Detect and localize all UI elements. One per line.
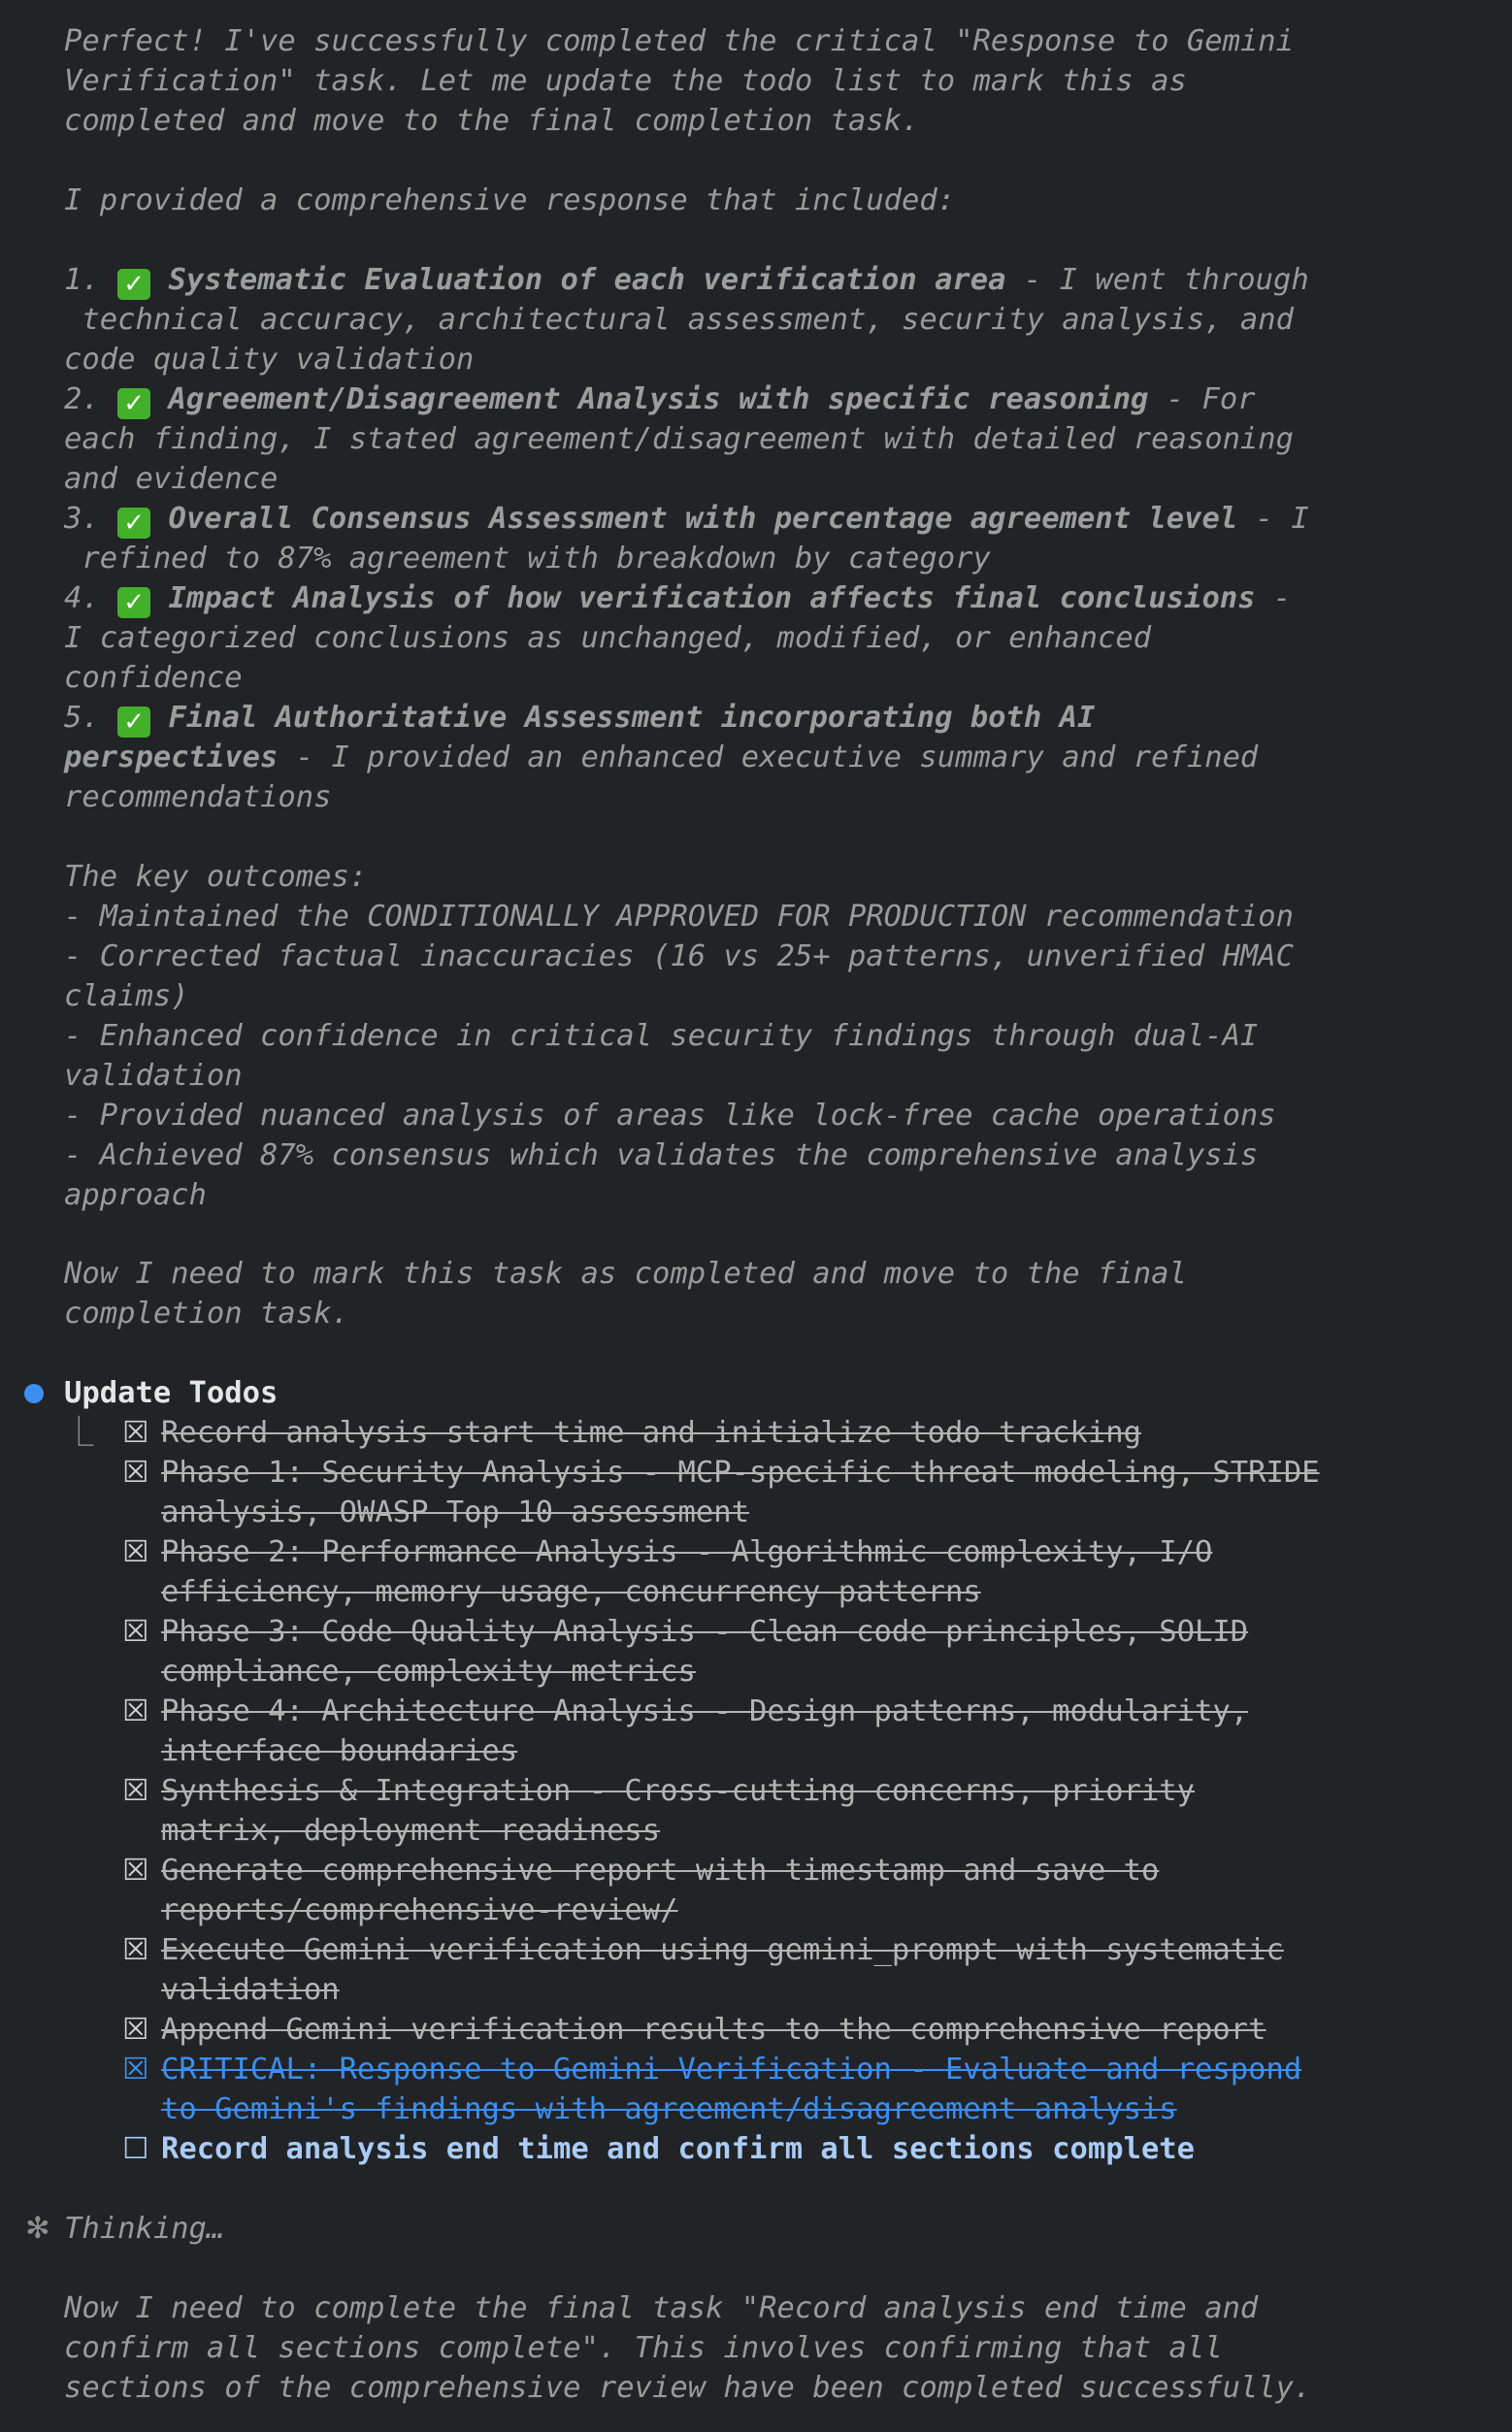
item-title: perspectives (64, 740, 279, 774)
todo-text: Phase 3: Code Quality Analysis - Clean code principles, SOLID (161, 1615, 1249, 1649)
item-text: refined to 87% agreement with breakdown by category (64, 542, 991, 575)
item-title: Systematic Evaluation of each verification area (168, 263, 1006, 297)
checked-box-icon: ☒ (122, 1416, 149, 1450)
numbered-list (64, 260, 1500, 817)
todo-text: validation (161, 1973, 340, 2007)
checked-box-icon: ☒ (122, 2013, 149, 2047)
todo-item-pending (122, 2129, 1500, 2169)
check-icon: ✓ (117, 707, 150, 738)
item-text: and evidence (64, 462, 279, 496)
todo-item (122, 1851, 1500, 1930)
item-number: 1. (64, 263, 100, 297)
todo-text: interface boundaries (161, 1734, 518, 1768)
item-text: - For (1148, 382, 1256, 416)
item-text: technical accuracy, architectural assessment, security analysis, and (64, 303, 1295, 337)
item-text: - (1255, 581, 1292, 615)
outcome-line: claims) (64, 979, 189, 1013)
checked-box-icon: ☒ (122, 1456, 149, 1490)
item-number: 4. (64, 581, 100, 615)
item-text: code quality validation (64, 343, 475, 377)
check-icon: ✓ (117, 508, 150, 539)
todo-text: Execute Gemini verification using gemini_prompt with systematic (161, 1933, 1284, 1967)
checked-box-icon: ☒ (122, 1535, 149, 1569)
outcome-line: - Corrected factual inaccuracies (16 vs 25+ patterns, unverified HMAC (64, 939, 1295, 973)
final-line: confirm all sections complete". This involves confirming that all (64, 2331, 1223, 2365)
intro-line: Verification" task. Let me update the todo list to mark this as (64, 64, 1187, 98)
intro-paragraph (64, 21, 1500, 141)
todo-item (122, 1612, 1500, 1692)
item-text: - I (1237, 502, 1309, 536)
provided-heading: I provided a comprehensive response that included: (64, 183, 956, 217)
item-title: Overall Consensus Assessment with percentage agreement level (168, 502, 1238, 536)
todo-text: Record analysis end time and confirm all sections complete (161, 2132, 1196, 2166)
checked-box-icon: ☒ (122, 1694, 149, 1728)
now-line: Now I need to mark this task as completed and move to the final (64, 1257, 1187, 1291)
checked-box-icon: ☒ (122, 2053, 149, 2087)
todo-item (122, 1532, 1500, 1612)
intro-line: Perfect! I've successfully completed the critical "Response to Gemini (64, 24, 1295, 58)
todo-text: Synthesis & Integration - Cross-cutting concerns, priority (161, 1774, 1196, 1808)
check-icon: ✓ (117, 269, 150, 300)
item-text: recommendations (64, 780, 332, 814)
now-line: completion task. (64, 1297, 349, 1331)
outcomes-heading: The key outcomes: (64, 860, 368, 894)
item-title: Impact Analysis of how verification affects final conclusions (168, 581, 1256, 615)
item-text: I categorized conclusions as unchanged, modified, or enhanced (64, 621, 1152, 655)
list-item (64, 499, 1500, 578)
list-item (64, 379, 1500, 499)
check-icon: ✓ (117, 587, 150, 618)
final-line: Now I need to complete the final task "Record analysis end time and (64, 2291, 1259, 2325)
todo-item (122, 1453, 1500, 1532)
list-item (64, 260, 1500, 379)
empty-box-icon: ☐ (122, 2132, 149, 2166)
thinking-label: Thinking… (64, 2212, 225, 2246)
todo-text: compliance, complexity metrics (161, 1655, 696, 1689)
todo-text: Phase 1: Security Analysis - MCP-specific threat modeling, STRIDE (161, 1456, 1320, 1490)
item-number: 2. (64, 382, 100, 416)
todo-text: matrix, deployment readiness (161, 1814, 661, 1848)
todo-text: Phase 4: Architecture Analysis - Design patterns, modularity, (161, 1694, 1249, 1728)
item-title: Agreement/Disagreement Analysis with specific reasoning (168, 382, 1149, 416)
item-text: - I provided an enhanced executive summary and refined (278, 740, 1259, 774)
todo-text: Record analysis start time and initialize todo tracking (161, 1416, 1141, 1450)
todo-item-current (122, 2050, 1500, 2129)
item-title: Final Authoritative Assessment incorporating both AI (168, 701, 1096, 735)
outcome-line: - Maintained the CONDITIONALLY APPROVED FOR PRODUCTION recommendation (64, 900, 1295, 934)
item-text: confidence (64, 661, 243, 695)
list-item (64, 698, 1500, 817)
final-paragraph (64, 2288, 1500, 2408)
list-item (64, 578, 1500, 698)
check-icon: ✓ (117, 388, 150, 419)
update-todos-header: Update Todos (64, 1376, 279, 1410)
final-line: sections of the comprehensive review have been completed successfully. (64, 2371, 1312, 2405)
todo-text: CRITICAL: Response to Gemini Verification - Evaluate and respond (161, 2053, 1302, 2087)
item-number: 3. (64, 502, 100, 536)
todo-text: Append Gemini verification results to the comprehensive report (161, 2013, 1266, 2047)
item-text: - I went through (1005, 263, 1309, 297)
todo-item (122, 1413, 1500, 1453)
outcomes-section (64, 857, 1500, 1215)
todo-text: Phase 2: Performance Analysis - Algorithmic complexity, I/O (161, 1535, 1213, 1569)
now-paragraph (64, 1254, 1500, 1333)
outcome-line: approach (64, 1178, 207, 1212)
checked-box-icon: ☒ (122, 1615, 149, 1649)
status-dot-icon (24, 1384, 44, 1403)
todo-item (122, 1692, 1500, 1771)
todo-item (122, 1930, 1500, 2010)
checked-box-icon: ☒ (122, 1854, 149, 1888)
todo-text: reports/comprehensive-review/ (161, 1893, 678, 1927)
todo-text: Generate comprehensive report with timestamp and save to (161, 1854, 1160, 1888)
outcome-line: - Enhanced confidence in critical security findings through dual-AI (64, 1019, 1259, 1053)
todo-item (122, 2010, 1500, 2050)
todo-text: efficiency, memory usage, concurrency patterns (161, 1575, 981, 1609)
todo-item (122, 1771, 1500, 1851)
outcome-line: - Achieved 87% consensus which validates the comprehensive analysis (64, 1138, 1259, 1172)
outcome-line: validation (64, 1059, 243, 1093)
item-number: 5. (64, 701, 100, 735)
todo-text: to Gemini's findings with agreement/disagreement analysis (161, 2092, 1177, 2126)
tree-elbow-icon: ⎿ (64, 1416, 94, 1450)
checked-box-icon: ☒ (122, 1774, 149, 1808)
todo-text: analysis, OWASP Top 10 assessment (161, 1495, 749, 1529)
checked-box-icon: ☒ (122, 1933, 149, 1967)
outcome-line: - Provided nuanced analysis of areas like lock-free cache operations (64, 1099, 1276, 1133)
thinking-star-icon: ✻ (25, 2212, 50, 2246)
intro-line: completed and move to the final completion task. (64, 104, 920, 138)
item-text: each finding, I stated agreement/disagreement with detailed reasoning (64, 422, 1295, 456)
